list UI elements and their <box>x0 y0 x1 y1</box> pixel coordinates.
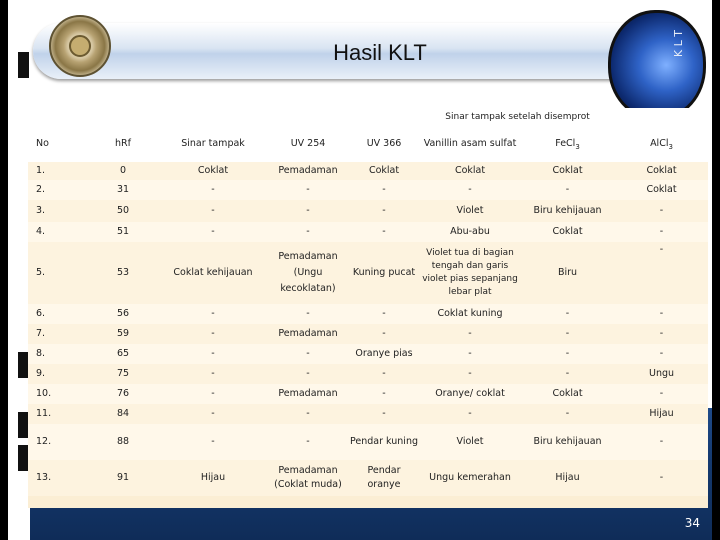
table-row: 5. 53 Coklat kehijauan Pemadaman (Ungu kecoklatan) Kuning pucat Violet tua di bagian tengah dan garis violet pias sepanjang lebar plat Biru - <box>28 242 708 304</box>
left-edge-bar <box>0 0 8 540</box>
table-row: 13. 91 Hijau Pemadaman (Coklat muda) Pendar oranye Ungu kemerahan Hijau - <box>28 460 708 496</box>
klt-results-table <box>28 108 708 496</box>
table-row: 4. 51 - - - Abu-abu Coklat - <box>28 222 708 242</box>
table-row: 2. 31 - - - - - Coklat <box>28 180 708 200</box>
slide-title: Hasil KLT <box>333 40 427 65</box>
table-row: 7. 59 - Pemadaman - - - - <box>28 324 708 344</box>
table-row: 9. 75 - - - - - Ungu <box>28 364 708 384</box>
col-header-alcl3: AlCl$_3$ <box>615 126 708 162</box>
table-row: 6. 56 - - - Coklat kuning - - <box>28 304 708 324</box>
page-number: 34 <box>684 516 700 530</box>
header-group-sprayed: Sinar tampak setelah disemprot <box>420 108 615 126</box>
table-row: 3. 50 - - - Violet Biru kehijauan - <box>28 200 708 222</box>
table-row: 1. 0 Coklat Pemadaman Coklat Coklat Coklat Coklat <box>28 162 708 180</box>
col-header-vanillin: Vanillin asam sulfat <box>420 126 520 162</box>
col-header-no: No <box>28 126 88 162</box>
tlc-plate-label: K L T <box>672 30 685 58</box>
table-row: 12. 88 - - Pendar kuning Violet Biru kehijauan - <box>28 424 708 460</box>
col-header-uv366: UV 366 <box>348 126 420 162</box>
results-table-container <box>28 108 708 508</box>
col-header-hrf: hRf <box>88 126 158 162</box>
col-header-visible: Sinar tampak <box>158 126 268 162</box>
col-header-uv254: UV 254 <box>268 126 348 162</box>
table-row: 8. 65 - - Oranye pias - - - <box>28 344 708 364</box>
col-header-fecl3: FeCl$_3$ <box>520 126 615 162</box>
university-seal-icon <box>49 15 111 77</box>
tlc-plate-image <box>608 10 706 120</box>
table-row: 10. 76 - Pemadaman - Oranye/ coklat Coklat - <box>28 384 708 404</box>
table-row: 11. 84 - - - - - Hijau <box>28 404 708 424</box>
decor-block <box>18 52 29 78</box>
right-edge-bar <box>712 0 720 540</box>
